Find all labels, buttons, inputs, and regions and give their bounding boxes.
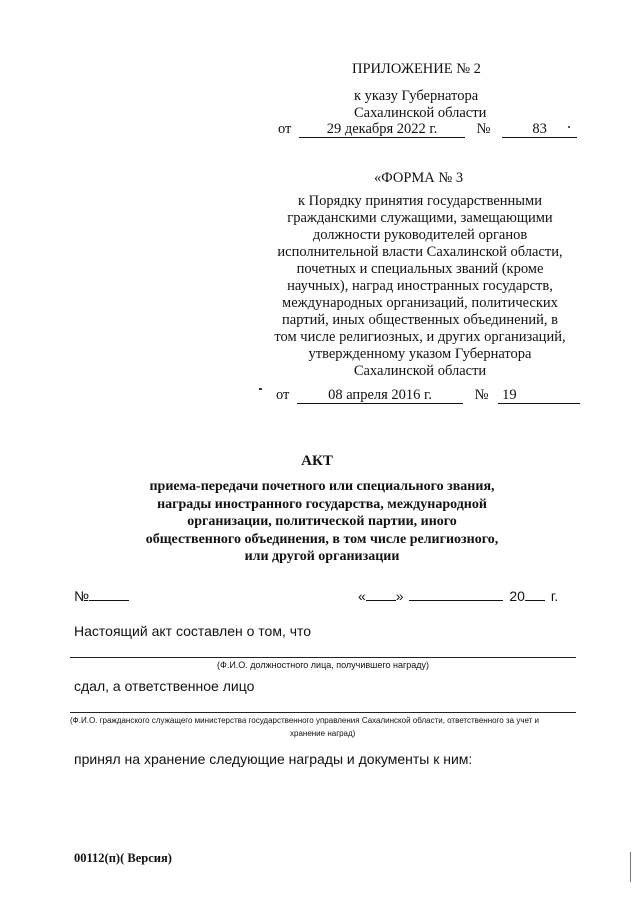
footer-code: 00112(п)( Версия) — [74, 851, 172, 865]
act-subtitle-line: награды иностранного государства, международной — [157, 496, 487, 512]
form-description — [244, 193, 596, 380]
appendix-from-label: от — [278, 121, 292, 137]
form-line: международных организаций, политических — [282, 295, 558, 311]
date-close-quote: » — [395, 588, 404, 604]
act-subtitle-line: общественного объединения, в том числе религиозного, — [145, 531, 499, 547]
responsible-caption-line-1: (Ф.И.О. гражданского служащего министерства государственного управления Сахалинской области, ответственного за учет и — [70, 716, 540, 725]
form-num-label: № — [474, 387, 489, 403]
scan-edge-mark — [568, 126, 570, 128]
act-title: АКТ — [301, 453, 333, 469]
form-line: к Порядку принятия государственными — [297, 193, 542, 209]
handed-text: сдал, а ответственное лицо — [74, 678, 255, 694]
intro-text: Настоящий акт составлен о том, что — [74, 623, 312, 639]
form-number: 19 — [498, 388, 580, 404]
accepted-text: принял на хранение следующие награды и документы к ним: — [74, 751, 473, 767]
act-subtitle — [60, 478, 584, 566]
form-title: «ФОРМА № 3 — [374, 170, 464, 186]
year-prefix: 20 — [509, 588, 525, 604]
scan-mark — [259, 388, 262, 390]
act-subtitle-line: или другой организации — [244, 549, 400, 564]
recipient-line — [70, 657, 576, 658]
act-date-row — [358, 588, 558, 604]
appendix-line-2: Сахалинской области — [354, 105, 487, 121]
act-number-row — [74, 588, 129, 604]
form-line: партий, иных общественных объединений, в — [282, 312, 558, 328]
year-suffix: г. — [550, 588, 559, 604]
appendix-date: 29 декабря 2022 г. — [299, 122, 465, 138]
act-number-label: № — [74, 588, 90, 604]
form-line: Сахалинской области — [353, 363, 487, 379]
recipient-caption: (Ф.И.О. должностного лица, получившего награду) — [216, 660, 429, 670]
date-open-quote: « — [358, 588, 366, 604]
act-number-blank — [89, 600, 129, 601]
appendix-number: 83 — [502, 122, 577, 138]
form-line: утвержденному указом Губернатора — [308, 346, 532, 362]
form-line: почетных и специальных званий (кроме — [296, 261, 544, 277]
act-subtitle-line: приема-передачи почетного или специального звания, — [149, 479, 495, 494]
responsible-caption — [70, 714, 539, 740]
appendix-num-label: № — [476, 121, 491, 137]
scan-edge-mark — [630, 852, 631, 882]
responsible-line — [70, 712, 576, 713]
date-day-blank — [366, 600, 396, 601]
act-subtitle-line: организации, политической партии, иного — [187, 514, 457, 529]
form-line: том числе религиозных, и других организаций, — [274, 329, 566, 345]
appendix-title: ПРИЛОЖЕНИЕ № 2 — [352, 61, 481, 77]
appendix-line-1: к указу Губернатора — [354, 88, 479, 104]
form-date-row — [276, 387, 580, 404]
form-line: исполнительной власти Сахалинской области, — [277, 244, 563, 260]
form-date: 08 апреля 2016 г. — [297, 388, 463, 404]
form-line: должности руководителей органов — [312, 227, 528, 243]
form-line: научных), наград иностранных государств, — [287, 278, 553, 294]
responsible-caption-line-2: хранение наград) — [290, 729, 356, 738]
appendix-date-row — [278, 121, 577, 138]
form-from-label: от — [276, 387, 290, 403]
form-line: гражданскими служащими, замещающими — [287, 210, 553, 226]
date-year-blank — [525, 600, 545, 601]
date-month-blank — [409, 600, 503, 601]
